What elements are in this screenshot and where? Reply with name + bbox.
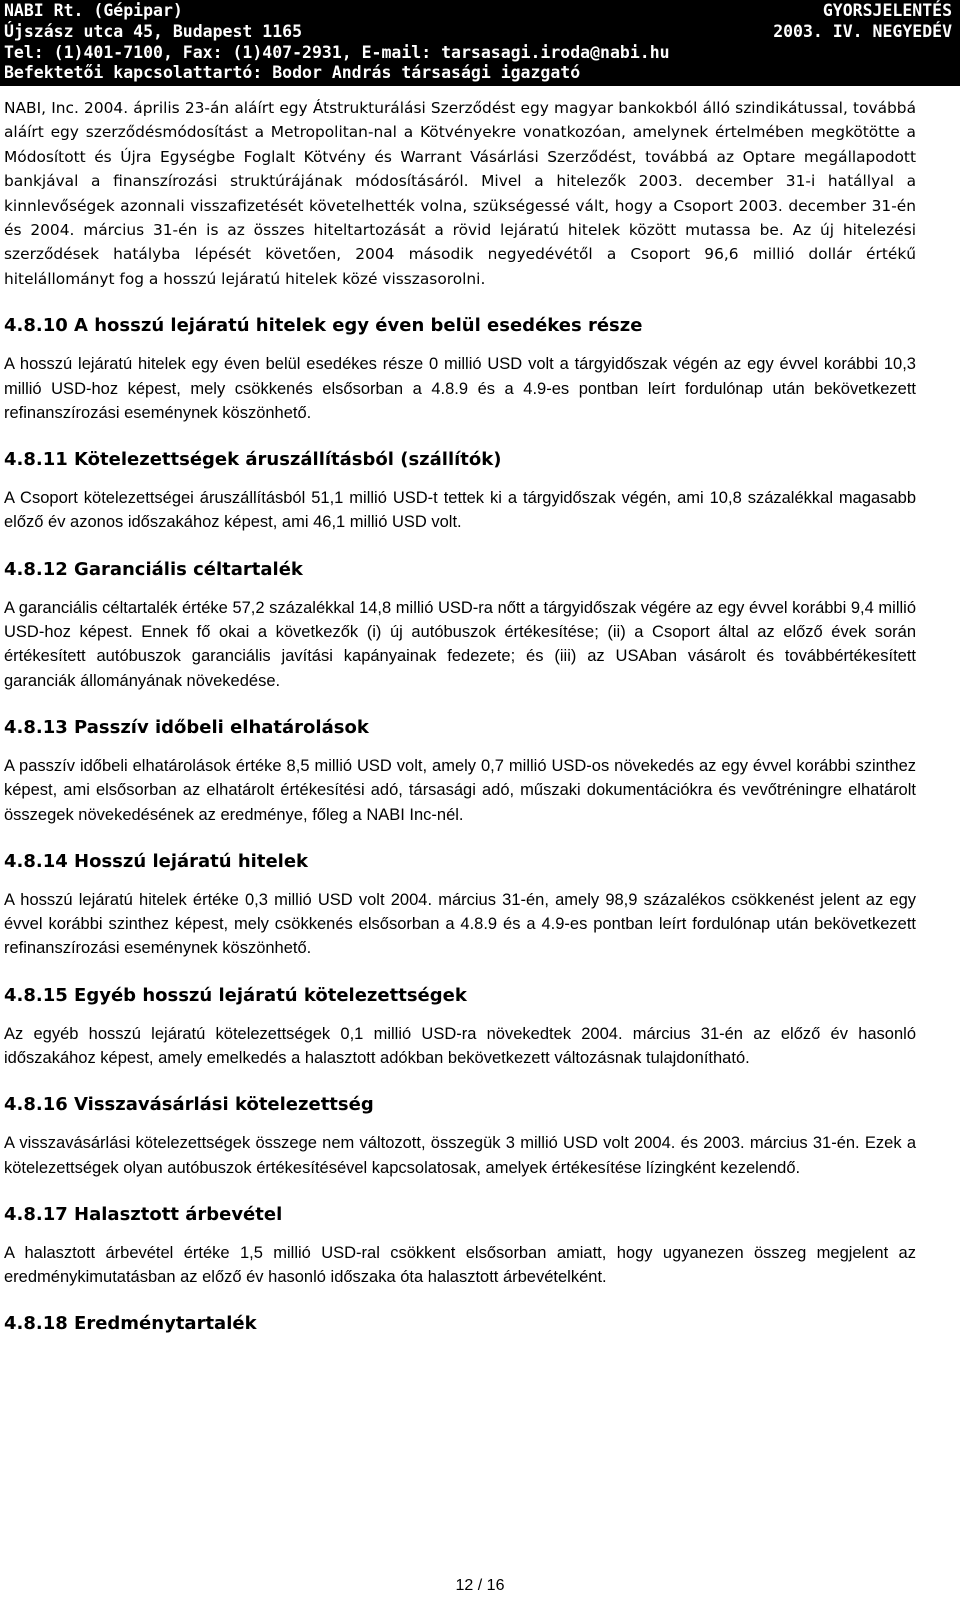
company-address: Újszász utca 45, Budapest 1165: [4, 22, 303, 41]
intro-paragraph: NABI, Inc. 2004. április 23-án aláírt egy Átstrukturálási Szerződést egy magyar bankokból álló szindikátussal, továbbá aláírt egy szerződésmódosítást a Metropolitan-nal a Kötvényekre vonatkozóan, amelynek értelmében megkötötte a Módosított és Újra Egységbe Foglalt Kötvény és Warrant Vásárlási Szerződést, továbbá az Optare megállapodott bankjával a finanszírozási struktúrájának módosításáról. Mivel a hitelezők 2003. december 31-i hatállyal a kinnlevőségek azonnali visszafizetését követelhették volna, szükségessé vált, hogy a Csoport 2003. december 31-én és 2004. március 31-én is az összes hiteltartozását a rövid lejáratú hitelek között mutassa be. Az új hitelezési szerződések hatályba lépését követően, 2004 második negyedévétől a Csoport 96,6 millió dollár értékű hitelállományt fog a hosszú lejáratú hitelek közé visszasorolni.: [4, 99, 916, 288]
section-paragraph: A Csoport kötelezettségei áruszállításból 51,1 millió USD-t tettek ki a tárgyidőszak végén, ami 10,8 százalékkal magasabb előző év azonos időszakához képest, ami 46,1 millió USD volt.: [4, 489, 916, 532]
investor-relations: Befektetői kapcsolattartó: Bodor András társasági igazgató: [4, 63, 581, 82]
section-paragraph: A halasztott árbevétel értéke 1,5 millió USD-ral csökkent elsősorban amiatt, hogy ugyanezen összeg megjelent az eredménykimutatásban az előző év hasonló időszaka óta halasztott árbevételként.: [4, 1243, 916, 1287]
section-heading: 4.8.15 Egyéb hosszú lejáratú kötelezettségek: [4, 984, 467, 1006]
report-period: 2003. IV. NEGYEDÉV: [773, 22, 952, 41]
section-paragraph: A passzív időbeli elhatárolások értéke 8,5 millió USD volt, amely 0,7 millió USD-os növekedés az egy évvel korábbi szinthez képest, ami elsősorban az elhatárolt értékesítési adó, társasági adó, műszaki dokumentációkra és vevőtréningre elhatárolt összegek növekedésének az eredménye, főleg a NABI Inc-nél.: [4, 756, 916, 824]
company-name: NABI Rt. (Gépipar): [4, 1, 183, 20]
section-heading: 4.8.12 Garanciális céltartalék: [4, 558, 303, 580]
page-header: [0, 0, 960, 86]
section-paragraph: Az egyéb hosszú lejáratú kötelezettségek 0,1 millió USD-ra növekedtek 2004. március 31-én az előző év hasonló időszakához képest, amely emelkedés a halasztott adókban bekövetkezett változásnak tulajdonítható.: [4, 1024, 916, 1067]
section-paragraph: A hosszú lejáratú hitelek egy éven belül esedékes része 0 millió USD volt a tárgyidőszak végén az egy évvel korábbi 10,3 millió USD-hoz képest, mely csökkenés elsősorban a 4.8.9 és a 4.9-es pontban leírt fordulónap után bekövetkezett refinanszírozási eseménynek köszönhető.: [4, 355, 916, 422]
section-paragraph: A garanciális céltartalék értéke 57,2 százalékkal 14,8 millió USD-ra nőtt a tárgyidőszak végére az egy évvel korábbi 9,4 millió USD-hoz képest. Ennek fő okai a következők (i) új autóbuszok értékesítése; (ii) a Csoport által az előző évek során értékesített autóbuszok garanciális javítási kapányainak fedezete; és (iii) az USAban vásárolt és továbbértékesített garanciák állományának növekedése.: [4, 598, 916, 690]
company-contact: Tel: (1)401-7100, Fax: (1)407-2931, E-mail: tarsasagi.iroda@nabi.hu: [4, 43, 670, 62]
section-heading: 4.8.14 Hosszú lejáratú hitelek: [4, 850, 309, 872]
section-heading: 4.8.13 Passzív időbeli elhatárolások: [4, 716, 369, 738]
section-paragraph: A visszavásárlási kötelezettségek összege nem változott, összegük 3 millió USD volt 2004. és 2003. március 31-én. Ezek a kötelezettségek olyan autóbuszok értékesítésével kapcsolatosak, amelyek értékesítése lízingként kezelendő.: [4, 1134, 916, 1177]
section-heading: 4.8.16 Visszavásárlási kötelezettség: [4, 1094, 374, 1116]
section-heading: 4.8.18 Eredménytartalék: [4, 1313, 257, 1335]
report-type: GYORSJELENTÉS: [822, 1, 952, 20]
document-body: [4, 96, 916, 1337]
page-number: 12 / 16: [455, 1577, 505, 1594]
section-paragraph: A hosszú lejáratú hitelek értéke 0,3 millió USD volt 2004. március 31-én, amely 98,9 százalékos csökkenést jelent az egy évvel korábbi szinthez képest, mely csökkenés elsősorban a 4.8.9 és a 4.9-es pontban leírt fordulónap után bekövetkezett refinanszírozási eseménynek köszönhető.: [4, 890, 916, 958]
section-heading: 4.8.10 A hosszú lejáratú hitelek egy éven belül esedékes része: [4, 315, 643, 337]
section-heading: 4.8.11 Kötelezettségek áruszállításból (szállítók): [4, 449, 502, 471]
section-heading: 4.8.17 Halasztott árbevétel: [4, 1203, 283, 1225]
